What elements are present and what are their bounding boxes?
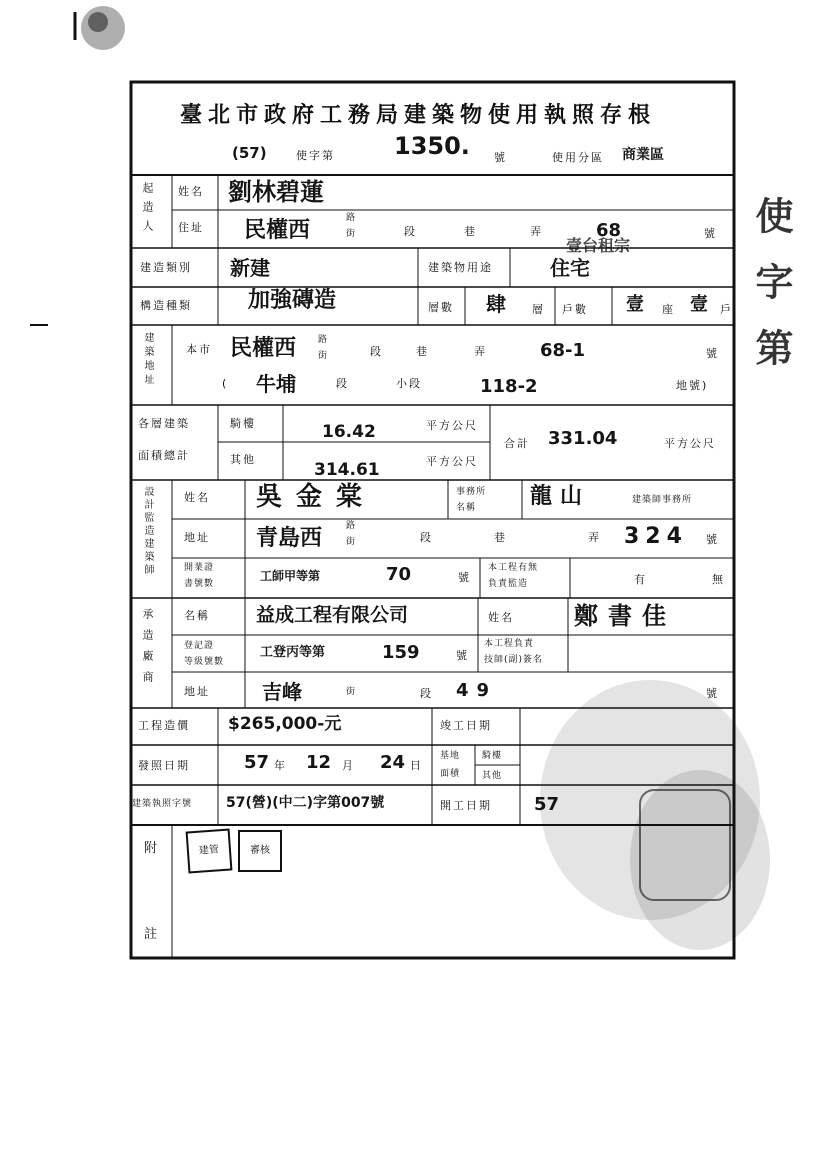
build-use-value: 住宅	[550, 256, 590, 280]
other-unit: 平方公尺	[426, 455, 478, 468]
license-hao: 號	[458, 571, 471, 584]
resp-label2: 負責監造	[488, 579, 529, 589]
floors-value: 肆	[486, 292, 506, 316]
households-value: 壹	[626, 294, 644, 315]
designer-lu: 路	[346, 521, 357, 531]
contractor-road: 吉峰	[262, 680, 302, 704]
permit-value: 57(營)(中二)字第007號	[226, 795, 385, 811]
site-nong: 弄	[474, 345, 487, 358]
site-xiang: 巷	[416, 345, 429, 358]
cost-label: 工程造價	[138, 719, 190, 732]
office-label1: 事務所	[456, 487, 487, 497]
build-type-label: 建造類別	[140, 261, 192, 274]
zone-value: 商業區	[622, 147, 664, 163]
applicant-name-label: 姓名	[178, 185, 204, 198]
issue-year: 57	[244, 752, 270, 773]
area-group-label1: 各層建築	[138, 417, 190, 430]
license-label2: 書號數	[184, 579, 215, 589]
start-year: 57	[534, 794, 560, 815]
resp-label1: 本工程有無	[488, 563, 539, 573]
applicant-lu: 路	[346, 213, 357, 223]
notes-label-top: 附	[144, 841, 160, 856]
site-lot: 118-2	[480, 376, 538, 397]
designer-group-label: 設計監造建築師	[142, 486, 153, 577]
cost-value: $265,000-元	[228, 714, 342, 734]
applicant-jie: 街	[346, 229, 357, 239]
serial-suffix: 號	[494, 151, 507, 164]
site-hao: 號	[706, 347, 719, 360]
license-number: 70	[386, 564, 412, 585]
reg-number: 159	[382, 642, 420, 663]
serial-number: 1350.	[394, 132, 470, 160]
tech-label1: 本工程負責	[484, 639, 535, 649]
applicant-name: 劉林碧蓮	[228, 178, 324, 206]
structure-label: 構造種類	[140, 299, 192, 312]
reg-label1: 登記證	[184, 641, 215, 651]
issue-month-unit: 月	[342, 759, 355, 772]
contractor-name-label: 名稱	[184, 609, 210, 622]
applicant-hao: 號	[704, 227, 717, 240]
designer-jie: 街	[346, 537, 357, 547]
notes-label-bottom: 註	[144, 927, 160, 942]
contractor-jie: 街	[346, 687, 357, 697]
households-value2: 壹	[690, 294, 708, 315]
arcade-value: 16.42	[322, 422, 376, 442]
base-other: 其他	[482, 771, 503, 781]
tech-label2: 技師(副)簽名	[484, 655, 544, 665]
designer-duan: 段	[420, 531, 433, 544]
issue-day-unit: 日	[410, 759, 423, 772]
base-arcade: 騎樓	[482, 751, 503, 761]
designer-number: 324	[624, 524, 688, 549]
build-use-label: 建築物用途	[428, 261, 493, 274]
designer-addr-label: 地址	[184, 531, 210, 544]
office-label2: 名稱	[456, 503, 477, 513]
contractor-person-label: 姓名	[488, 611, 514, 624]
permit-label: 建築執照字號	[132, 799, 193, 809]
site-subsection: 小段	[396, 377, 422, 390]
office-suffix: 建築師事務所	[632, 495, 693, 505]
site-group-label: 建築地址	[142, 332, 153, 388]
resp-yes: 有	[634, 573, 647, 586]
reg-label2: 等級號數	[184, 657, 225, 667]
contractor-group-label: 承造廠商	[141, 608, 154, 692]
total-unit: 平方公尺	[664, 437, 716, 450]
site-duan: 段	[370, 345, 383, 358]
zone-label: 使用分區	[552, 151, 604, 164]
contractor-hao: 號	[706, 687, 719, 700]
site-lot-label: 地號)	[676, 379, 709, 392]
issue-month: 12	[306, 752, 332, 773]
license-label1: 開業證	[184, 563, 215, 573]
applicant-number: 68	[596, 220, 622, 241]
designer-xiang: 巷	[494, 531, 507, 544]
households-unit2: 戶	[720, 303, 733, 316]
contractor-person: 鄭書佳	[574, 602, 676, 630]
arcade-label: 騎樓	[230, 417, 256, 430]
applicant-road: 民權西	[244, 218, 311, 243]
designer-name: 吳金棠	[256, 482, 377, 512]
contractor-addr-label: 地址	[184, 685, 210, 698]
issue-year-unit: 年	[274, 759, 287, 772]
start-label: 開工日期	[440, 799, 492, 812]
site-section: 牛埔	[256, 372, 296, 396]
contractor-number: 49	[456, 680, 498, 701]
seal-stamp-2: 審核	[238, 830, 282, 872]
issue-label: 發照日期	[138, 759, 190, 772]
applicant-stamp: 壹台租宗	[566, 236, 631, 255]
site-duan2: 段	[336, 377, 349, 390]
applicant-group-label: 起造人	[141, 182, 154, 239]
completion-label: 竣工日期	[440, 719, 492, 732]
year-prefix: (57)	[232, 144, 267, 162]
build-type-value: 新建	[230, 256, 270, 280]
contractor-duan: 段	[420, 687, 433, 700]
floors-label: 層數	[428, 301, 454, 314]
site-road: 民權西	[230, 336, 297, 361]
license-class: 工師甲等第	[260, 569, 321, 583]
applicant-duan: 段	[404, 225, 417, 238]
structure-value: 加強磚造	[248, 288, 337, 313]
total-label: 合計	[504, 437, 530, 450]
reg-class: 工登丙等第	[260, 645, 326, 660]
base-label1: 基地	[440, 751, 461, 761]
applicant-xiang: 巷	[464, 225, 477, 238]
base-label2: 面積	[440, 769, 461, 779]
reg-hao: 號	[456, 649, 469, 662]
arcade-unit: 平方公尺	[426, 419, 478, 432]
margin-side-text: 使字第	[749, 196, 793, 394]
resp-no: 無	[712, 573, 725, 586]
designer-road: 青島西	[256, 526, 323, 551]
designer-hao: 號	[706, 533, 719, 546]
applicant-addr-label: 住址	[178, 221, 204, 234]
households-unit1: 座	[662, 303, 675, 316]
site-number: 68-1	[540, 340, 586, 361]
applicant-nong: 弄	[530, 225, 543, 238]
area-group-label2: 面積總計	[138, 449, 190, 462]
office-value: 龍山	[530, 484, 591, 509]
site-jie: 街	[318, 351, 329, 361]
households-label: 戶數	[562, 303, 588, 316]
site-paren-open: (	[222, 377, 229, 390]
issue-day: 24	[380, 752, 406, 773]
form-title: 臺北市政府工務局建築物使用執照存根	[180, 102, 657, 128]
site-lu: 路	[318, 335, 329, 345]
serial-label: 使字第	[296, 149, 335, 162]
seal-stamp-1: 建管	[186, 829, 233, 874]
total-value: 331.04	[548, 428, 618, 449]
designer-name-label: 姓名	[184, 491, 210, 504]
other-label: 其他	[230, 453, 256, 466]
floors-unit: 層	[532, 303, 545, 316]
designer-nong: 弄	[588, 531, 601, 544]
contractor-name: 益成工程有限公司	[256, 604, 409, 626]
site-city-label: 本市	[186, 343, 212, 356]
other-value: 314.61	[314, 460, 380, 480]
